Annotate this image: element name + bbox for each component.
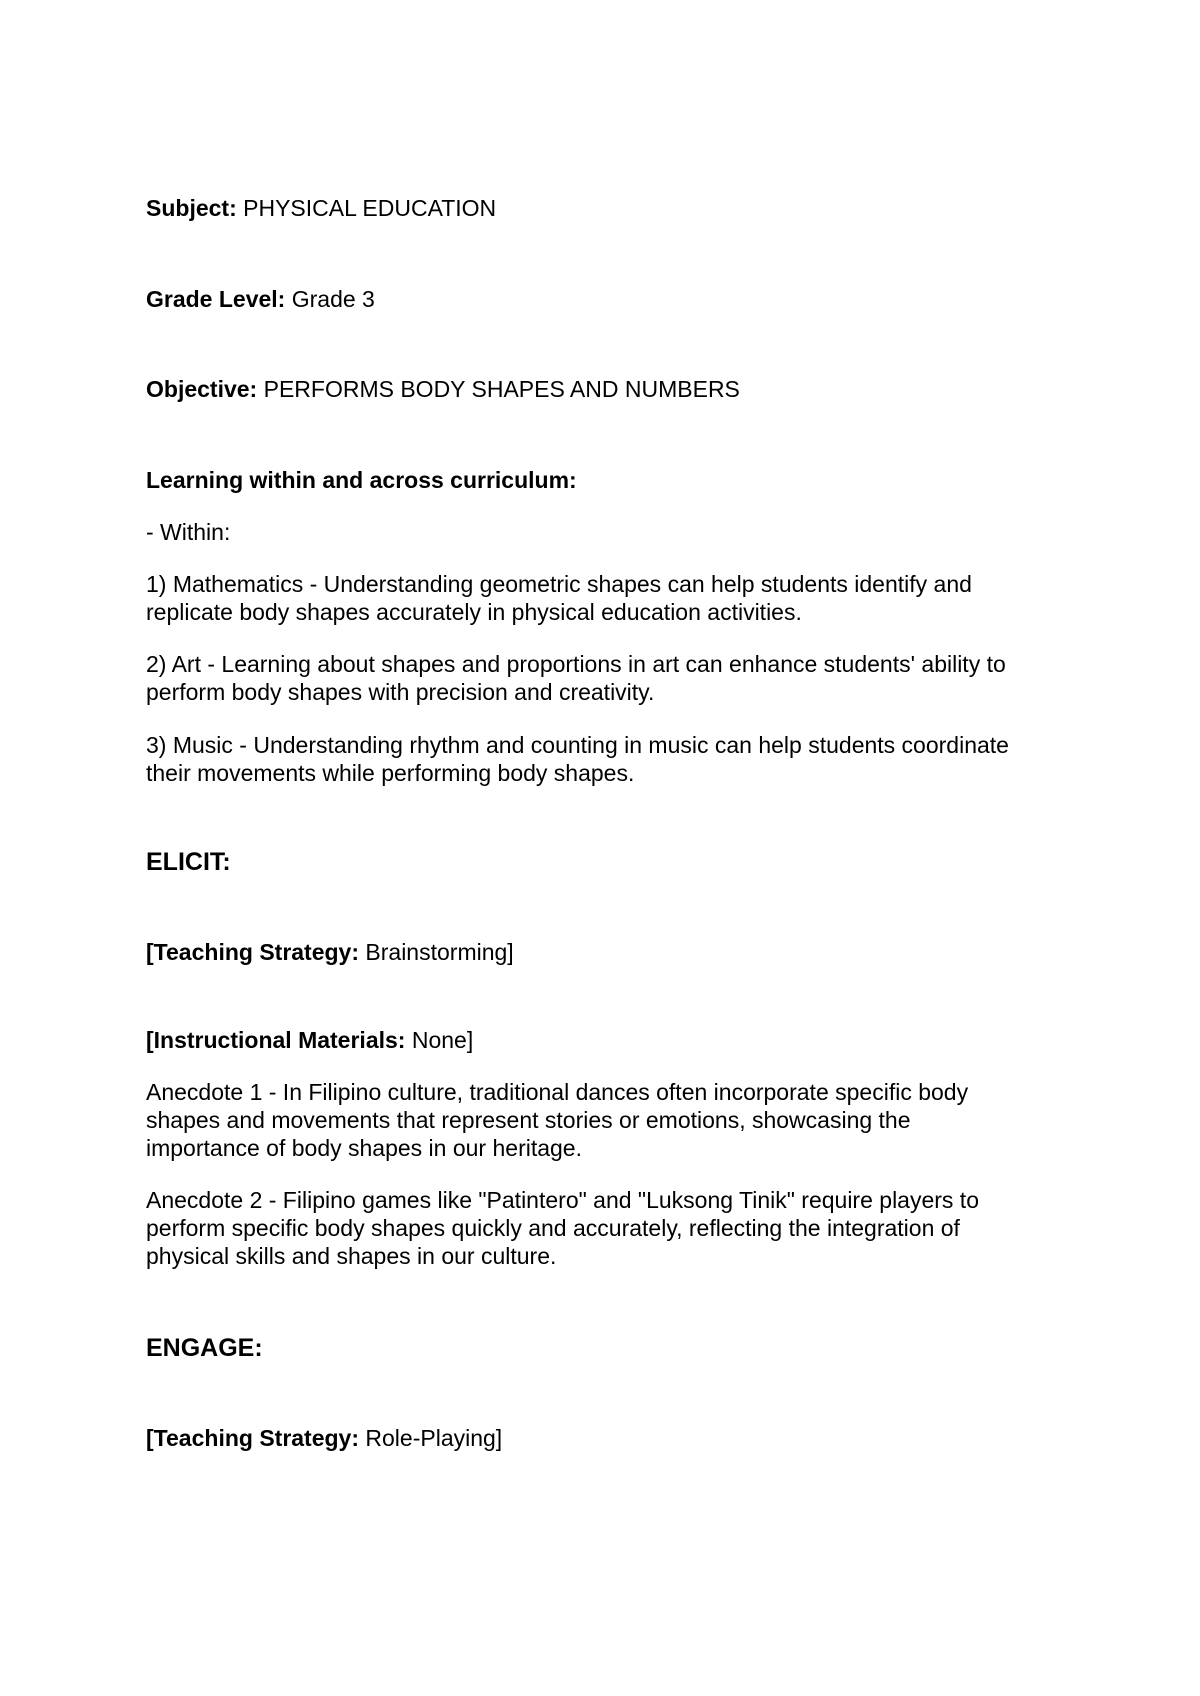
curriculum-within: - Within: xyxy=(146,519,231,545)
curriculum-item-mathematics xyxy=(146,570,1076,626)
subject-value: PHYSICAL EDUCATION xyxy=(236,195,497,221)
instructional-materials-value: None] xyxy=(405,1027,474,1053)
curriculum-item-line: 1) Mathematics - Understanding geometric shapes can help students identify and xyxy=(146,571,972,597)
anecdote-line: importance of body shapes in our heritage. xyxy=(146,1135,582,1161)
grade-level-label: Grade Level: xyxy=(146,286,286,312)
bracket-open: [ xyxy=(146,1027,154,1053)
curriculum-item-line: 2) Art - Learning about shapes and proportions in art can enhance students' ability to xyxy=(146,651,1006,677)
curriculum-item-line: perform body shapes with precision and creativity. xyxy=(146,679,655,705)
anecdote-1 xyxy=(146,1078,1076,1162)
anecdote-line: perform specific body shapes quickly and accurately, reflecting the integration of xyxy=(146,1215,960,1241)
anecdote-2 xyxy=(146,1186,1076,1270)
bracket-open: [ xyxy=(146,939,154,965)
elicit-heading: ELICIT: xyxy=(146,848,231,876)
curriculum-item-music xyxy=(146,731,1076,787)
grade-level-line xyxy=(146,285,1076,313)
teaching-strategy-label: Teaching Strategy: xyxy=(153,1425,360,1451)
objective-value: PERFORMS BODY SHAPES AND NUMBERS xyxy=(257,376,740,402)
bracket-open: [ xyxy=(146,1425,154,1451)
engage-teaching-strategy xyxy=(146,1424,1076,1452)
objective-line xyxy=(146,375,1076,403)
grade-level-value: Grade 3 xyxy=(285,286,375,312)
curriculum-item-line: 3) Music - Understanding rhythm and counting in music can help students coordinate xyxy=(146,732,1009,758)
anecdote-line: physical skills and shapes in our culture. xyxy=(146,1243,557,1269)
elicit-teaching-strategy xyxy=(146,938,1076,966)
engage-heading: ENGAGE: xyxy=(146,1334,263,1362)
subject-line xyxy=(146,194,1076,222)
elicit-instructional-materials xyxy=(146,1026,1076,1054)
curriculum-item-art xyxy=(146,650,1076,706)
teaching-strategy-value: Role-Playing] xyxy=(359,1425,503,1451)
curriculum-item-line: their movements while performing body shapes. xyxy=(146,760,635,786)
teaching-strategy-label: Teaching Strategy: xyxy=(153,939,360,965)
anecdote-line: shapes and movements that represent stories or emotions, showcasing the xyxy=(146,1107,911,1133)
objective-label: Objective: xyxy=(146,376,258,402)
curriculum-item-line: replicate body shapes accurately in physical education activities. xyxy=(146,599,802,625)
anecdote-line: Anecdote 2 - Filipino games like "Patintero" and "Luksong Tinik" require players to xyxy=(146,1187,979,1213)
curriculum-heading: Learning within and across curriculum: xyxy=(146,467,577,493)
subject-label: Subject: xyxy=(146,195,237,221)
anecdote-line: Anecdote 1 - In Filipino culture, traditional dances often incorporate specific body xyxy=(146,1079,969,1105)
instructional-materials-label: Instructional Materials: xyxy=(153,1027,406,1053)
teaching-strategy-value: Brainstorming] xyxy=(359,939,514,965)
